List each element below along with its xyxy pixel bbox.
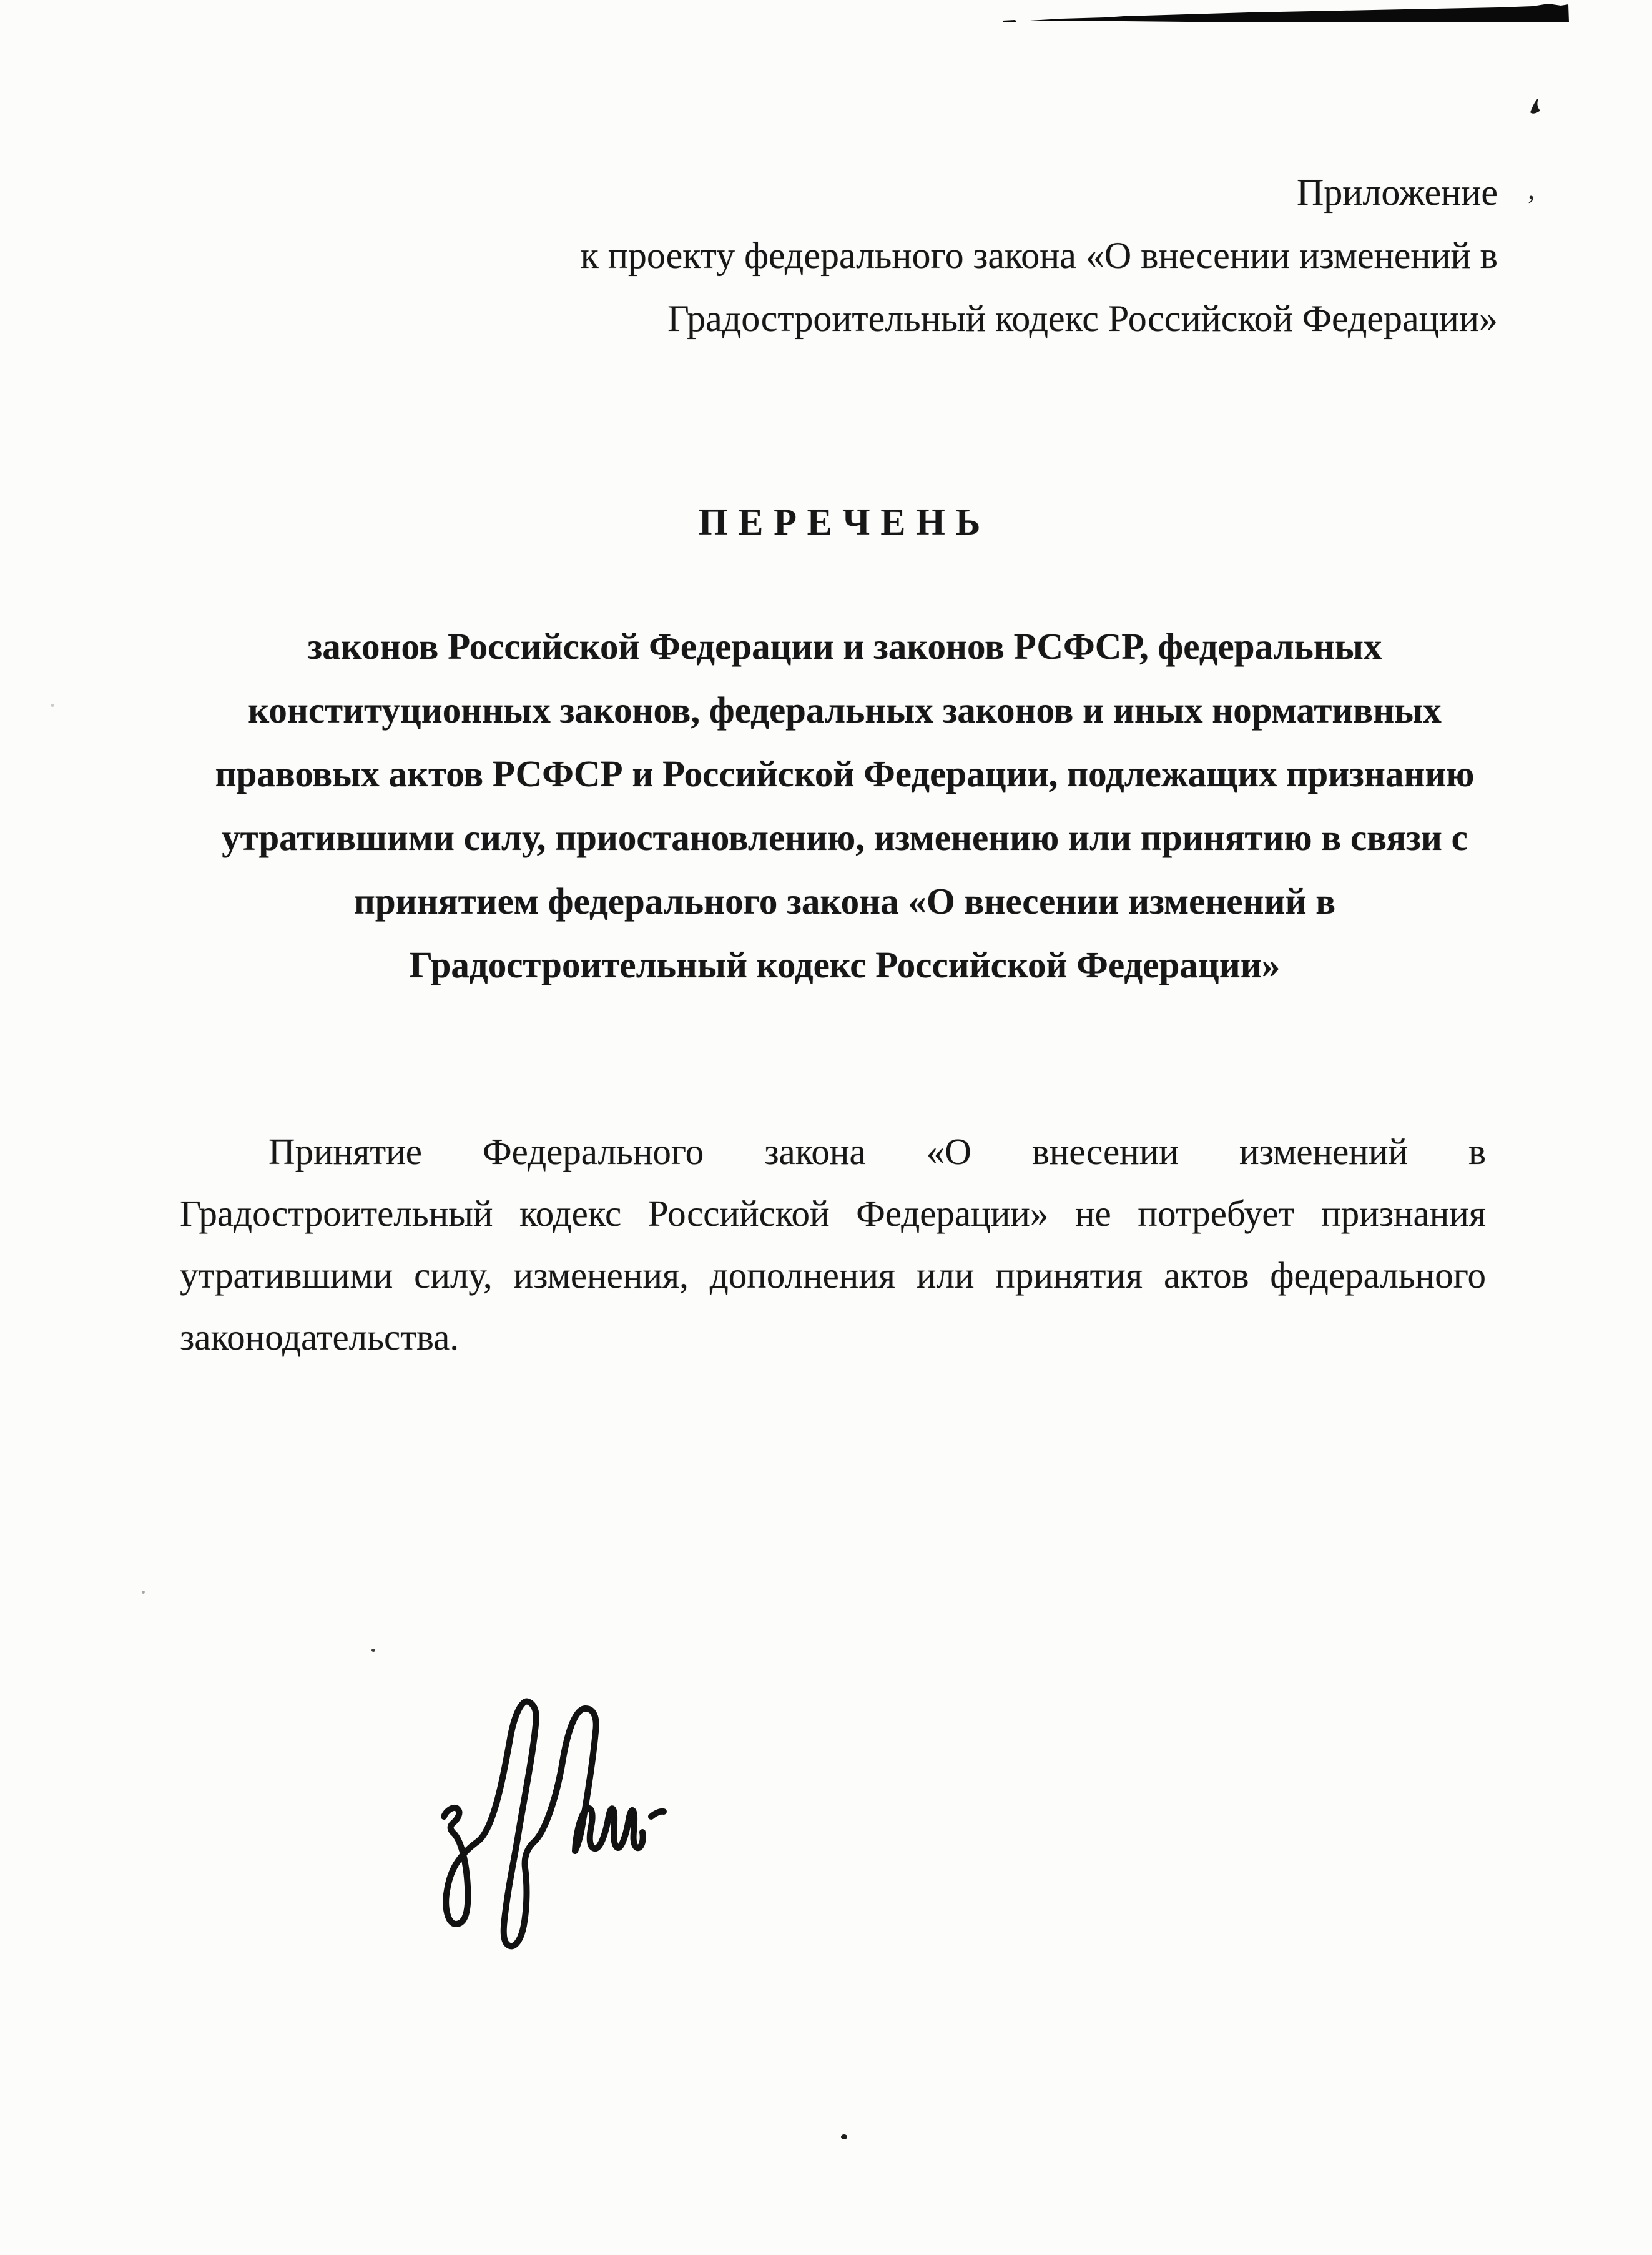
list-heading-line-5: принятием федерального закона «О внесении изменений в — [353, 881, 1336, 922]
list-heading-paragraph — [187, 614, 1502, 997]
ink-speck-top-right — [1528, 97, 1545, 116]
body-line-4: законодательства. — [180, 1316, 460, 1358]
list-heading-line-2: конституционных законов, федеральных законов и иных нормативных — [248, 689, 1442, 731]
body-line-1: Принятие Федерального закона «О внесении изменений в — [268, 1131, 1486, 1172]
appendix-reference-line-2: Градостроительный кодекс Российской Федерации» — [667, 298, 1498, 339]
ink-speck-mid-left — [371, 1649, 375, 1652]
ink-speck-left-margin — [142, 1591, 145, 1594]
list-heading-line-1: законов Российской Федерации и законов РСФСР, федеральных — [307, 626, 1382, 667]
ink-speck-upper-left — [51, 704, 54, 707]
body-line-3: утратившими силу, изменения, дополнения или принятия актов федерального — [180, 1255, 1486, 1296]
ink-speck-bottom — [841, 2134, 847, 2139]
list-heading-line-6: Градостроительный кодекс Российской Федерации» — [409, 944, 1281, 985]
handwritten-signature — [387, 1674, 712, 1998]
scan-artifact-bar — [0, 0, 1652, 37]
appendix-reference-block — [581, 161, 1498, 350]
body-paragraph — [180, 1121, 1486, 1368]
list-heading-line-4: утратившими силу, приостановлению, изменению или принятию в связи с — [222, 817, 1468, 858]
list-heading-line-3: правовых актов РСФСР и Российской Федерации, подлежащих признанию — [215, 753, 1475, 794]
ink-speck-comma: , — [1528, 173, 1535, 205]
appendix-label: Приложение — [1296, 172, 1498, 213]
body-line-2: Градостроительный кодекс Российской Федерации» не потребует признания — [180, 1193, 1486, 1234]
appendix-reference-line-1: к проекту федерального закона «О внесении изменений в — [580, 235, 1498, 276]
document-title: ПЕРЕЧЕНЬ — [698, 501, 991, 543]
